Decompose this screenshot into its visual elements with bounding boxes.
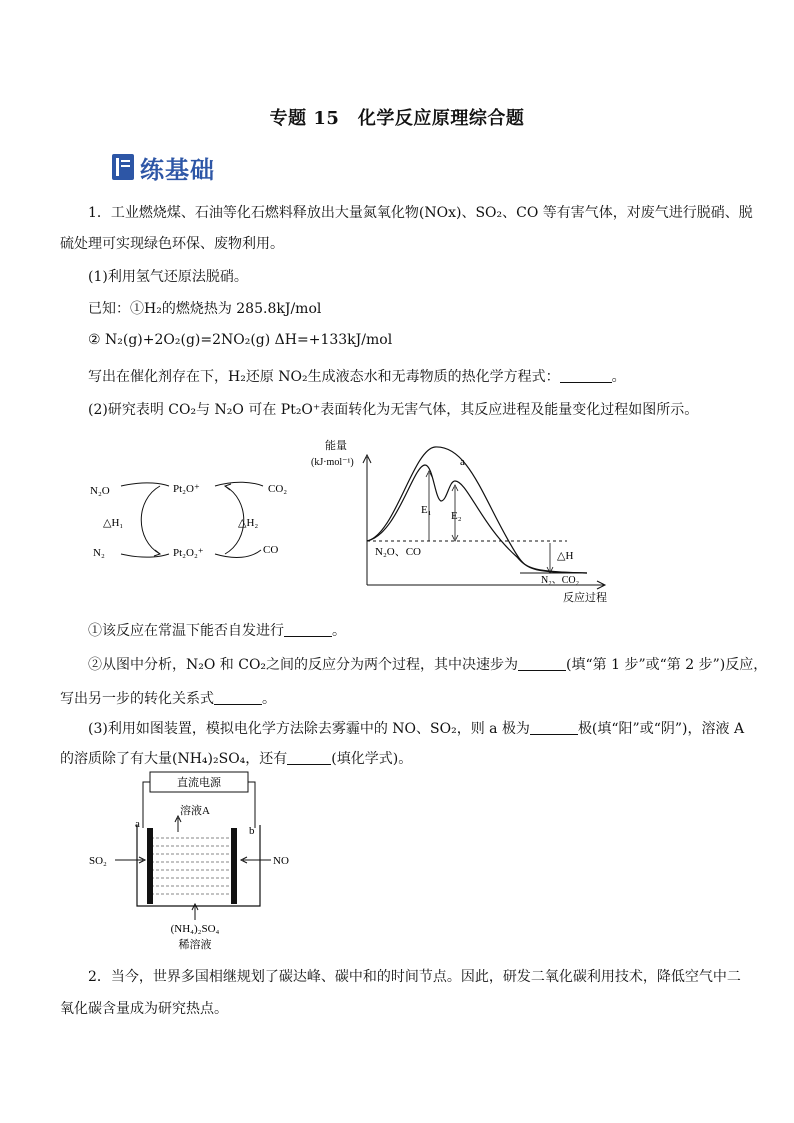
catalytic-cycle-diagram — [85, 470, 300, 570]
q1-sub2-text-b: (填“第 1 步”或“第 2 步”)反应， — [566, 657, 768, 673]
electrode-a-label: a — [135, 818, 140, 830]
wire-left — [143, 782, 150, 828]
energy-yunit: (kJ·mol⁻¹) — [311, 457, 354, 468]
q1-part3-text-a: (3)利用如图装置，模拟电化学方法除去雾霾中的 NO、SO₂，则 a 极为 — [88, 721, 530, 737]
electrode-b — [231, 828, 237, 904]
electrolyte-hatching — [151, 838, 231, 894]
answer-blank-3[interactable] — [518, 656, 566, 671]
q1-part3-text-d: (填化学式)。 — [331, 751, 413, 767]
section-header — [112, 152, 215, 182]
cycle-co-label: CO — [263, 544, 279, 556]
energy-products-label: N₂、CO₂ — [541, 575, 580, 586]
electrode-b-label: b — [249, 825, 255, 837]
answer-blank-2[interactable] — [284, 622, 332, 637]
q1-part3-text-c: 的溶质除了有大量(NH₄)₂SO₄，还有 — [60, 751, 288, 767]
q1-ask1: 写出在催化剂存在下，H₂还原 NO₂生成液态水和无毒物质的热化学方程式： 。 — [88, 369, 626, 385]
section-title: 练基础 — [140, 155, 215, 184]
q1-part3-cont — [60, 748, 412, 768]
q1-sub2 — [88, 654, 767, 674]
answer-blank-4[interactable] — [214, 690, 262, 705]
cycle-loop-left — [141, 486, 160, 554]
energy-xlabel: 反应过程 — [563, 592, 607, 604]
q1-sub2-text-c: 写出另一步的转化关系式 — [60, 691, 214, 707]
q1-part1: (1)利用氢气还原法脱硝。 — [88, 269, 248, 285]
answer-blank-6[interactable] — [287, 750, 331, 765]
so2-inlet-label: SO₂ — [89, 855, 107, 867]
q1-part3-text-b: 极(填“阳”或“阴”)，溶液 A — [577, 721, 745, 737]
q1-ask1-text: 写出在催化剂存在下，H₂还原 NO₂生成液态水和无毒物质的热化学方程式： — [88, 369, 560, 385]
q1-part2: (2)研究表明 CO₂与 N₂O 可在 Pt₂O⁺表面转化为无害气体，其反应进程及能量变化过程如图所示。 — [88, 402, 699, 418]
q1-sub2-cont: 写出另一步的转化关系式 。 — [60, 691, 276, 707]
energy-e1-label: E₁ — [421, 504, 432, 516]
cycle-arrow-top-left — [121, 483, 169, 486]
answer-blank-5[interactable] — [530, 720, 578, 735]
book-icon — [112, 154, 134, 180]
q1-known: 已知：①H₂的燃烧热为 285.8kJ/mol — [88, 301, 322, 317]
wire-right — [248, 782, 255, 828]
cycle-arrow-top-right — [215, 482, 263, 486]
q1-sub1-text: ①该反应在常温下能否自发进行 — [88, 623, 284, 639]
q2-line1: 2．当今，世界多国相继规划了碳达峰、碳中和的时间节点。因此，研发二氧化碳利用技术，降低空气中二 — [88, 969, 741, 985]
no-inlet-label: NO — [273, 855, 289, 867]
page-title: 专题 15 化学反应原理综合题 — [269, 108, 525, 129]
q1-intro-line1: 1．工业燃烧煤、石油等化石燃料释放出大量氮氧化物(NOx)、SO₂、CO 等有害气体，对废气进行脱硝、脱 — [88, 205, 753, 221]
q1-equation2: ② N₂(g)+2O₂(g)=2NO₂(g) ΔH=+133kJ/mol — [88, 332, 393, 348]
cycle-arrow-bottom-right — [215, 550, 261, 557]
q1-sub1: ①该反应在常温下能否自发进行 。 — [88, 623, 346, 639]
solution-a-label: 溶液A — [180, 805, 210, 817]
answer-blank-1[interactable] — [560, 368, 612, 383]
cycle-dh1-label: △H₁ — [103, 517, 124, 529]
energy-curve-a-label: a — [460, 456, 465, 468]
energy-reactants-label: N₂O、CO — [375, 546, 422, 558]
energy-ylabel: 能量 — [325, 440, 347, 452]
electrolysis-cell-diagram — [85, 770, 305, 955]
q1-intro-line2: 硫处理可实现绿色环保、废物利用。 — [60, 236, 284, 252]
energy-dh-label: △H — [557, 550, 574, 562]
q1-sub2-text-a: ②从图中分析，N₂O 和 CO₂之间的反应分为两个过程，其中决速步为 — [88, 657, 519, 673]
cycle-n2o-label: N₂O — [90, 485, 110, 497]
power-source-label: 直流电源 — [177, 777, 221, 789]
cycle-pt2o-label: Pt₂O⁺ — [173, 483, 200, 495]
energy-e2-label: E₂ — [451, 510, 462, 522]
cycle-n2-label: N₂ — [93, 547, 105, 559]
q2-line2: 氧化碳含量成为研究热点。 — [60, 1001, 228, 1017]
energy-profile-diagram — [305, 435, 625, 605]
cycle-co2-label: CO₂ — [268, 483, 288, 495]
cycle-arrow-bottom-left — [121, 554, 169, 557]
cycle-dh2-label: △H₂ — [238, 517, 259, 529]
cycle-pt2o2-label: Pt₂O₂⁺ — [173, 547, 204, 559]
q1-part3 — [88, 718, 744, 738]
electrode-a — [147, 828, 153, 904]
bottom-solution-label: (NH₄)₂SO₄ — [170, 923, 220, 935]
bottom-dilute-label: 稀溶液 — [178, 939, 212, 951]
